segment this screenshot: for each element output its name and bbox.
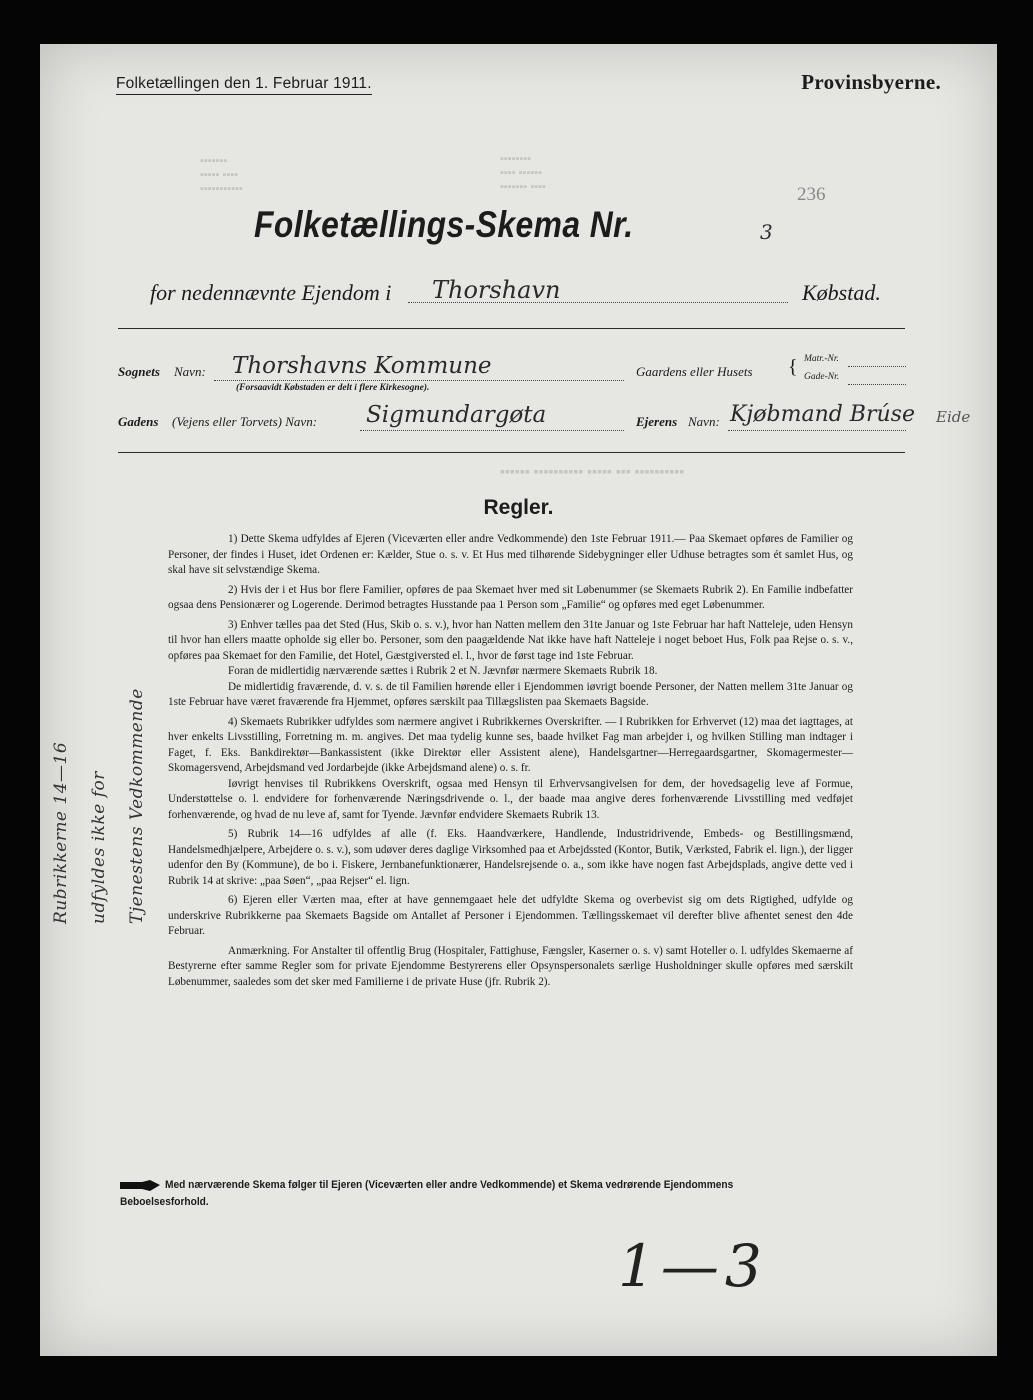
stamp-number: 236 [797,184,826,205]
dotted-line [848,384,906,385]
side-note-line: Rubrikkerne 14—16 [51,741,71,924]
ejer-extra: Eide [936,408,971,426]
census-date-header: Folketællingen den 1. Februar 1911. [116,75,372,95]
rule-paragraph: Iøvrigt henvises til Rubrikkens Overskrift, ogsaa med Hensyn til Erhvervsangivelsen for dem, der hovedsagelig leve af Formue, Understøttelse o. l. endvidere for forhenværende Næringsdrivende o. l., der baade maa angive deres forhenværende Livsstilling med vedføjet forhenværende, og hvad de nu leve af, samt for Tyende. Jævnfør endvidere Skemaets Rubrik 13. [168,777,853,821]
gaard-label: Gaardens eller Husets [636,364,753,379]
bleed-through-text: ▪▪▪▪▪▪▪ ▪▪▪▪▪ ▪▪▪▪ ▪▪▪▪▪▪▪▪▪▪▪ [200,155,243,195]
rule-paragraph: De midlertidig fraværende, d. v. s. de til Familien hørende eller i Ejendommen iøvrigt boende Personer, der Natten mellem 31te Januar og 1ste Februar have været fraværende fra Hjemmet, opføres særskilt paa Tillægslisten paa Skemaets Bagside. [168,680,853,708]
footer-note [120,1177,804,1211]
gade-value: Sigmundargøta [366,402,547,428]
rules-text [168,532,853,994]
bleed-through-text: ▪▪▪▪▪▪▪▪ ▪▪▪▪ ▪▪▪▪▪▪ ▪▪▪▪▪▪▪ ▪▪▪▪ [500,153,546,193]
dotted-line [360,430,624,431]
town-value: Thorshavn [432,276,561,304]
rules-title: Regler. [483,496,554,519]
gade-label: (Vejens eller Torvets) Navn: [172,414,318,429]
gade-label-bold: Gadens [118,414,159,429]
side-note [42,664,156,924]
matr-label: Matr.-Nr. [804,354,839,364]
census-form-page [40,44,997,1356]
divider [118,328,905,329]
property-suffix: Købstad. [802,280,881,305]
ejer-label-bold: Ejerens [636,414,678,429]
sogn-note: (Forsaavidt Købstaden er delt i flere Kirkesogne). [236,383,430,393]
bleed-through-text: ▪▪▪▪▪▪ ▪▪▪▪▪▪▪▪▪▪ ▪▪▪▪▪ ▪▪▪ ▪▪▪▪▪▪▪▪▪▪ [500,463,685,479]
footer-handwritten: 1—3 [618,1232,768,1300]
side-note-line: udfyldes ikke for [89,771,109,924]
divider [118,452,905,453]
sogn-label-bold: Sognets [118,364,160,379]
gade-nr-label: Gade-Nr. [804,372,840,382]
form-number: 3 [760,220,773,244]
rule-paragraph: 3) Enhver tælles paa det Sted (Hus, Skib o. s. v.), hvor han Natten mellem den 31te Januar og 1ste Februar har haft Natteleje, uden Hensyn til hvor han ellers maatte opholde sig eller bo. Personer, som den paagældende Nat ikke have haft Natteleje i noget beboet Hus, Folk paa Rejse o. s. v., opføres paa Skemaet for den Familie, det Hotel, Gæstgiversted el. l., hvor de først tage ind 1ste Februar. [168,618,853,662]
rule-paragraph: Foran de midlertidig nærværende sættes i Rubrik 2 et N. Jævnfør nærmere Skemaets Rubrik 18. [228,665,658,677]
ejer-value: Kjøbmand Brúse [730,402,915,427]
brace: { [788,356,798,378]
region-header: Provinsbyerne. [801,70,941,94]
property-prefix: for nedennævnte Ejendom i [150,280,392,305]
sogn-value: Thorshavns Kommune [232,353,492,379]
rule-paragraph: 2) Hvis der i et Hus bor flere Familier, opføres de paa Skemaet hver med sit Løbenummer (se Skemaets Rubrik 2). En Familie indbefatter ogsaa dens Pensionærer og Logerende. Derimod betragtes Husstande paa 1 Person som „Familie“ og opføres med eget Løbenummer. [168,583,853,611]
dotted-line [214,380,624,381]
rule-paragraph: 6) Ejeren eller Værten maa, efter at have gennemgaaet hele det udfyldte Skema og overbevist sig om dets Rigtighed, udfylde og underskrive Rubrikkerne paa Skemaets Bagside om Antallet af Personer i Ejendommen. Tællingsskemaet vil derefter blive afhentet senest den 4de Februar. [168,894,853,937]
rule-paragraph: Anmærkning. For Anstalter til offentlig Brug (Hospitaler, Fattighuse, Fængsler, Kaserner o. s. v) samt Hoteller o. l. udfyldes Skemaerne af Bestyrerne efter samme Regler som for private Ejendomme Bestyrerens eller Opsynspersonalets særlige Husholdninger skulle opføres med særskilt Løbenummer, saaledes som det sker med Familierne i de private Huse (jfr. Rubrik 2). [168,944,853,988]
footer-text: Med nærværende Skema følger til Ejeren (Viceværten eller andre Vedkommende) et Skema vedrørende Ejendommens Beboelsesforhold. [120,1179,734,1208]
rule-paragraph: 1) Dette Skema udfyldes af Ejeren (Viceværten eller andre Vedkommende) den 1ste Februar 1911.— Paa Skemaet opføres de Familier og Personer, der findes i Huset, idet Ordenen er: Kælder, Stue o. s. v. Et Hus med tilhørende Sidebygninger eller Udhuse betragtes som ét samlet Hus, og skal have sit selvstændige Skema. [168,533,853,576]
dotted-line [848,366,906,367]
rule-paragraph: 4) Skemaets Rubrikker udfyldes som nærmere angivet i Rubrikkernes Overskrifter. — I Rubrikken for Erhvervet (12) maa det iagttages, at hver enkelts Livsstilling, Forretning m. m. angives. Det maa tydelig kunne ses, baade hvilket Fag man arbejder i, og hvilken Stilling man indtager i Faget, f. Eks. Bankdirektør—Bankassistent (ikke Direktør eller Assistent alene), Handelsgartner—Herregaardsgartner, Skomagermester—Skomagersvend, Arbejdsmand ved Jordarbejde (ikke Arbejdsmand alene) o. s. fr. [168,715,853,774]
side-note-line: Tjenestens Vedkommende [127,688,147,924]
rule-paragraph: 5) Rubrik 14—16 udfyldes af alle (f. Eks. Haandværkere, Handlende, Industridrivende, Embeds- og Bestillingsmænd, Handelsmedhjælpere, Arbejdere o. s. v.), som udøver deres daglige Virksomhed paa et Arbejdssted (Kontor, Butik, Værksted, Fabrik el. lign.), der ligger udenfor den By (Kommune), de bo i. Fiskere, Jernbanefunktionærer, Handelsrejsende o. a., som ikke have nogen fast Arbejdsplads, angive dette ved i Rubrik 14 at skrive: „paa Søen“, „paa Rejser“ el. lign. [168,828,853,887]
ejer-label: Navn: [688,414,720,429]
sogn-label: Navn: [174,364,206,379]
dotted-line [728,430,906,431]
form-title: Folketællings-Skema Nr. [254,204,634,245]
